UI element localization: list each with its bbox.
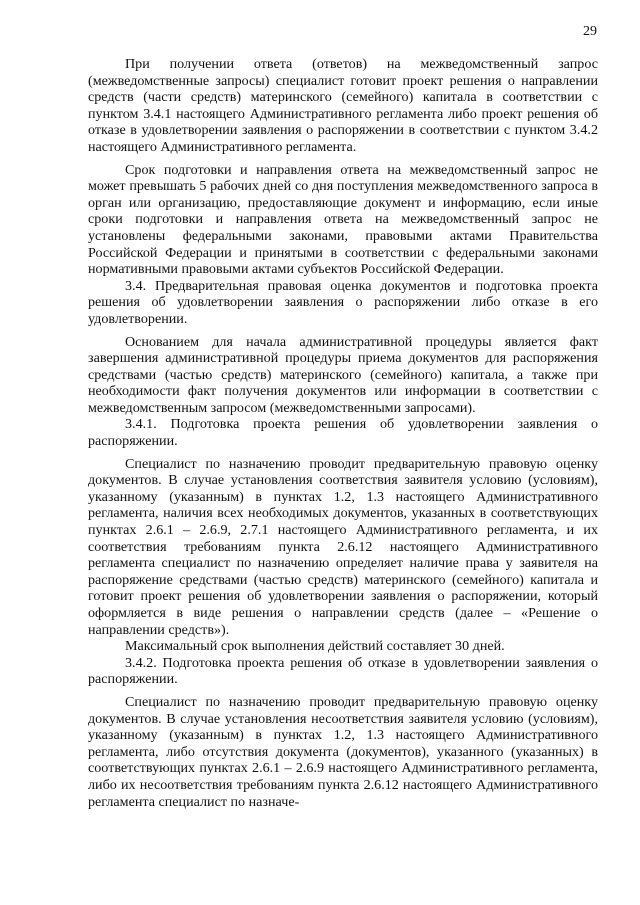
paragraph-refusal-assessment: Специалист по назначению проводит предварительную правовую оценку документов. В случае установления несоответствия заявителя условию (условиям), указанному (указанным) в пунктах 1.2, 1.3 настоящего Административного регламента, либо отсутствия документа (документов), указанного (указанных) в соответствующих пунктах 2.6.1 – 2.6.9 настоящего Административного регламента, либо их несоответствия требованиям пункта 2.6.12 настоящего Административного регламента специалист по назначе- <box>88 693 598 810</box>
paragraph-response-deadline: Срок подготовки и направления ответа на межведомственный запрос не может превышать 5 рабочих дней со дня поступления межведомственного запроса в орган или организацию, предоставляющие документ и информацию, если иные сроки подготовки и направления ответа на межведомственный запрос не установлены федеральными законами, правовыми актами Правительства Российской Федерации и принятыми в соответствии с федеральными законами нормативными правовыми актами субъектов Российской Федерации. <box>88 161 598 278</box>
paragraph-interagency-response: При получении ответа (ответов) на межведомственный запрос (межведомственные запросы) специалист готовит проект решения о направлении средств (части средств) материнского (семейного) капитала в соответствии с пунктом 3.4.1 настоящего Административного регламента либо проект решения об отказе в удовлетворении заявления о распоряжении в соответствии с пунктом 3.4.2 настоящего Административного регламента. <box>88 56 598 155</box>
paragraph-approval-assessment: Специалист по назначению проводит предварительную правовую оценку документов. В случае установления соответствия заявителя условию (условиям), указанному (указанным) в пунктах 1.2, 1.3 настоящего Административного регламента, наличия всех необходимых документов, указанных в соответствующих пунктах 2.6.1 – 2.6.9, 2.7.1 настоящего Административного регламента, и их соответствия требованиям пункта 2.6.12 настоящего Административного регламента специалист по назначению определяет наличие права у заявителя на распоряжение средствами (частью средств) материнского (семейного) капитала и готовит проект решения об удовлетворении заявления о распоряжении, который оформляется в виде решения о направлении средств (далее – «Решение о направлении средств»). <box>88 455 598 638</box>
page-number: 29 <box>583 24 597 39</box>
section-heading-3-4-1: 3.4.1. Подготовка проекта решения об удовлетворении заявления о распоряжении. <box>88 416 598 450</box>
section-heading-3-4-2: 3.4.2. Подготовка проекта решения об отказе в удовлетворении заявления о распоряжении. <box>88 654 598 688</box>
paragraph-max-duration: Максимальный срок выполнения действий составляет 30 дней. <box>125 638 505 655</box>
section-heading-3-4: 3.4. Предварительная правовая оценка документов и подготовка проекта решения об удовлетворении заявления о распоряжении либо отказе в его удовлетворении. <box>88 277 598 327</box>
document-body <box>88 56 598 810</box>
paragraph-procedure-basis: Основанием для начала административной процедуры является факт завершения административной процедуры приема документов для распоряжения средствами (частью средств) материнского (семейного) капитала, а также при необходимости факт получения документов или информации в соответствии с межведомственным запросом (межведомственными запросами). <box>88 333 598 416</box>
